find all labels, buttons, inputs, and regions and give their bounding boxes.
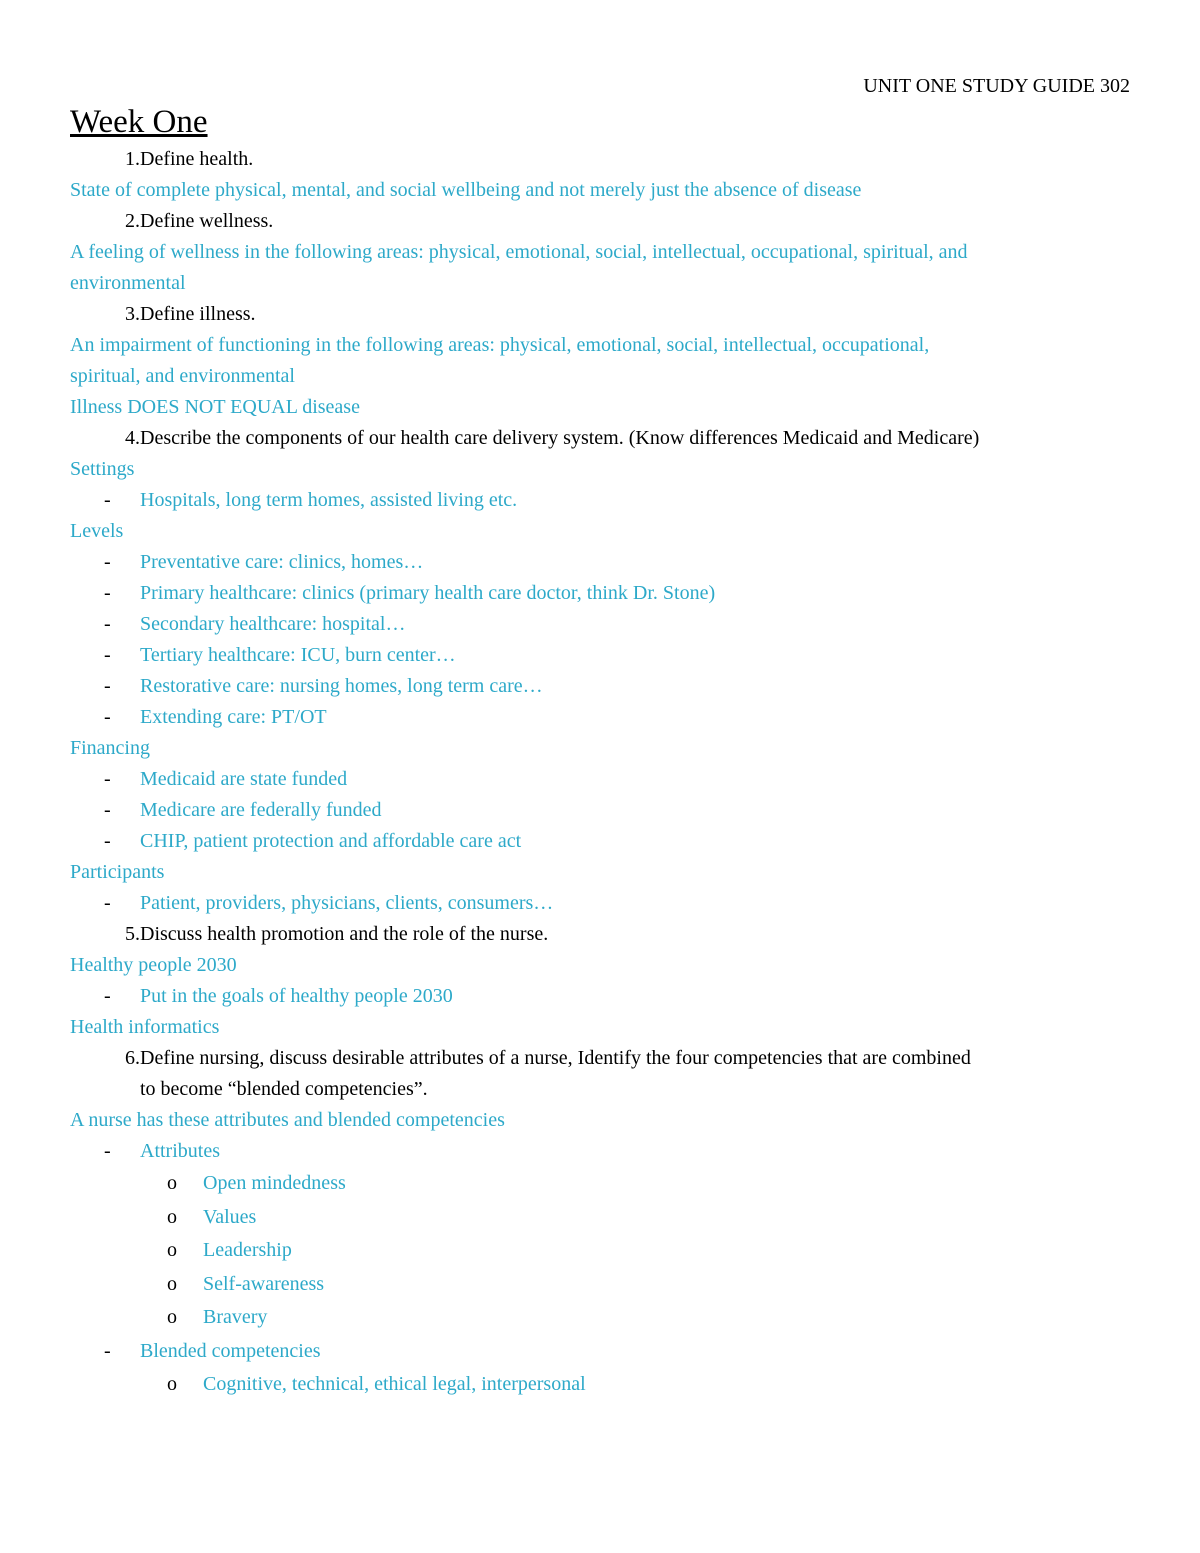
dash-bullet: - (104, 489, 111, 511)
question-6 (70, 1043, 1140, 1105)
list-item (70, 702, 1140, 733)
question-number: 1. (125, 148, 140, 170)
sub-list-item-text: Self-awareness (203, 1272, 325, 1295)
list-item (70, 609, 1140, 640)
list-item-text: Preventative care: clinics, homes… (140, 551, 424, 573)
financing-heading: Financing (70, 737, 150, 759)
question-number: 5. (125, 923, 140, 945)
circle-bullet: o (167, 1172, 177, 1194)
answer-3-line-2: spiritual, and environmental (70, 365, 295, 387)
sub-list-item (70, 1234, 1140, 1268)
question-3 (70, 299, 1140, 330)
list-item-text: Secondary healthcare: hospital… (140, 613, 406, 635)
question-5 (70, 919, 1140, 950)
answer-2-line-2: environmental (70, 272, 186, 294)
answer-3-line-1: An impairment of functioning in the following areas: physical, emotional, social, intellectual, occupational, (70, 334, 930, 356)
dash-bullet: - (104, 1140, 111, 1162)
circle-bullet: o (167, 1306, 177, 1328)
healthy-people-heading: Healthy people 2030 (70, 954, 237, 976)
question-text-line-2: to become “blended competencies”. (140, 1078, 428, 1100)
list-item (70, 578, 1140, 609)
question-4 (70, 423, 1140, 454)
list-item (70, 671, 1140, 702)
sub-list-item-text: Open mindedness (203, 1172, 346, 1194)
circle-bullet: o (167, 1205, 177, 1228)
health-informatics-heading: Health informatics (70, 1016, 220, 1038)
sub-list-item (70, 1167, 1140, 1201)
question-number: 4. (125, 427, 140, 449)
question-number: 2. (125, 210, 140, 232)
sub-list-item (70, 1201, 1140, 1235)
sub-list-item-text: Values (203, 1205, 257, 1228)
question-text: Define wellness. (140, 210, 274, 232)
list-item (70, 764, 1140, 795)
dash-bullet: - (104, 706, 111, 728)
circle-bullet: o (167, 1373, 177, 1395)
list-item-text: Primary healthcare: clinics (primary health care doctor, think Dr. Stone) (140, 582, 716, 604)
blended-heading: Blended competencies (140, 1339, 321, 1362)
circle-bullet: o (167, 1239, 177, 1261)
list-item (70, 981, 1140, 1012)
question-text: Describe the components of our health care delivery system. (Know differences Medicaid and Medicare) (140, 427, 980, 449)
dash-bullet: - (104, 675, 111, 697)
dash-bullet: - (104, 830, 111, 852)
settings-heading: Settings (70, 458, 135, 480)
dash-bullet: - (104, 1339, 111, 1362)
list-item (70, 1335, 1140, 1369)
question-text: Discuss health promotion and the role of the nurse. (140, 923, 549, 945)
question-number: 6. (125, 1047, 140, 1069)
list-item (70, 640, 1140, 671)
list-item-text: Extending care: PT/OT (140, 706, 327, 728)
answer-6-intro: A nurse has these attributes and blended competencies (70, 1109, 505, 1131)
dash-bullet: - (104, 644, 111, 666)
sub-list-item (70, 1368, 1140, 1402)
question-number: 3. (125, 303, 140, 325)
question-2 (70, 206, 1140, 237)
list-item-text: Patient, providers, physicians, clients, consumers… (140, 892, 554, 914)
dash-bullet: - (104, 551, 111, 573)
question-1 (70, 144, 1140, 175)
list-item-text: Medicare are federally funded (140, 799, 382, 821)
sub-list-item (70, 1301, 1140, 1335)
document-body (70, 100, 1140, 1402)
levels-heading: Levels (70, 520, 124, 542)
participants-heading: Participants (70, 861, 165, 883)
attributes-heading: Attributes (140, 1140, 220, 1162)
sub-list-item-text: Cognitive, technical, ethical legal, interpersonal (203, 1373, 586, 1395)
answer-2-line-1: A feeling of wellness in the following areas: physical, emotional, social, intellectual, occupational, spiritual, and (70, 241, 968, 263)
list-item (70, 485, 1140, 516)
list-item-text: CHIP, patient protection and affordable care act (140, 830, 522, 852)
list-item-text: Medicaid are state funded (140, 768, 348, 790)
dash-bullet: - (104, 768, 111, 790)
page-header: UNIT ONE STUDY GUIDE 302 (863, 75, 1130, 97)
list-item (70, 826, 1140, 857)
page-title: Week One (70, 104, 208, 140)
list-item-text: Hospitals, long term homes, assisted living etc. (140, 489, 518, 511)
dash-bullet: - (104, 799, 111, 821)
circle-bullet: o (167, 1272, 177, 1295)
dash-bullet: - (104, 582, 111, 604)
sub-list-item (70, 1268, 1140, 1302)
dash-bullet: - (104, 613, 111, 635)
sub-list-item-text: Leadership (203, 1239, 292, 1261)
sub-list-item-text: Bravery (203, 1306, 268, 1328)
list-item (70, 547, 1140, 578)
dash-bullet: - (104, 985, 111, 1007)
question-text: Define health. (140, 148, 254, 170)
list-item (70, 888, 1140, 919)
list-item (70, 795, 1140, 826)
answer-1: State of complete physical, mental, and social wellbeing and not merely just the absence of disease (70, 179, 862, 201)
answer-3-note: Illness DOES NOT EQUAL disease (70, 396, 360, 418)
list-item (70, 1136, 1140, 1167)
list-item-text: Put in the goals of healthy people 2030 (140, 985, 453, 1007)
question-text: Define illness. (140, 303, 256, 325)
list-item-text: Restorative care: nursing homes, long term care… (140, 675, 543, 697)
question-text-line-1: Define nursing, discuss desirable attributes of a nurse, Identify the four competencies that are combined (140, 1047, 971, 1069)
dash-bullet: - (104, 892, 111, 914)
list-item-text: Tertiary healthcare: ICU, burn center… (140, 644, 456, 666)
